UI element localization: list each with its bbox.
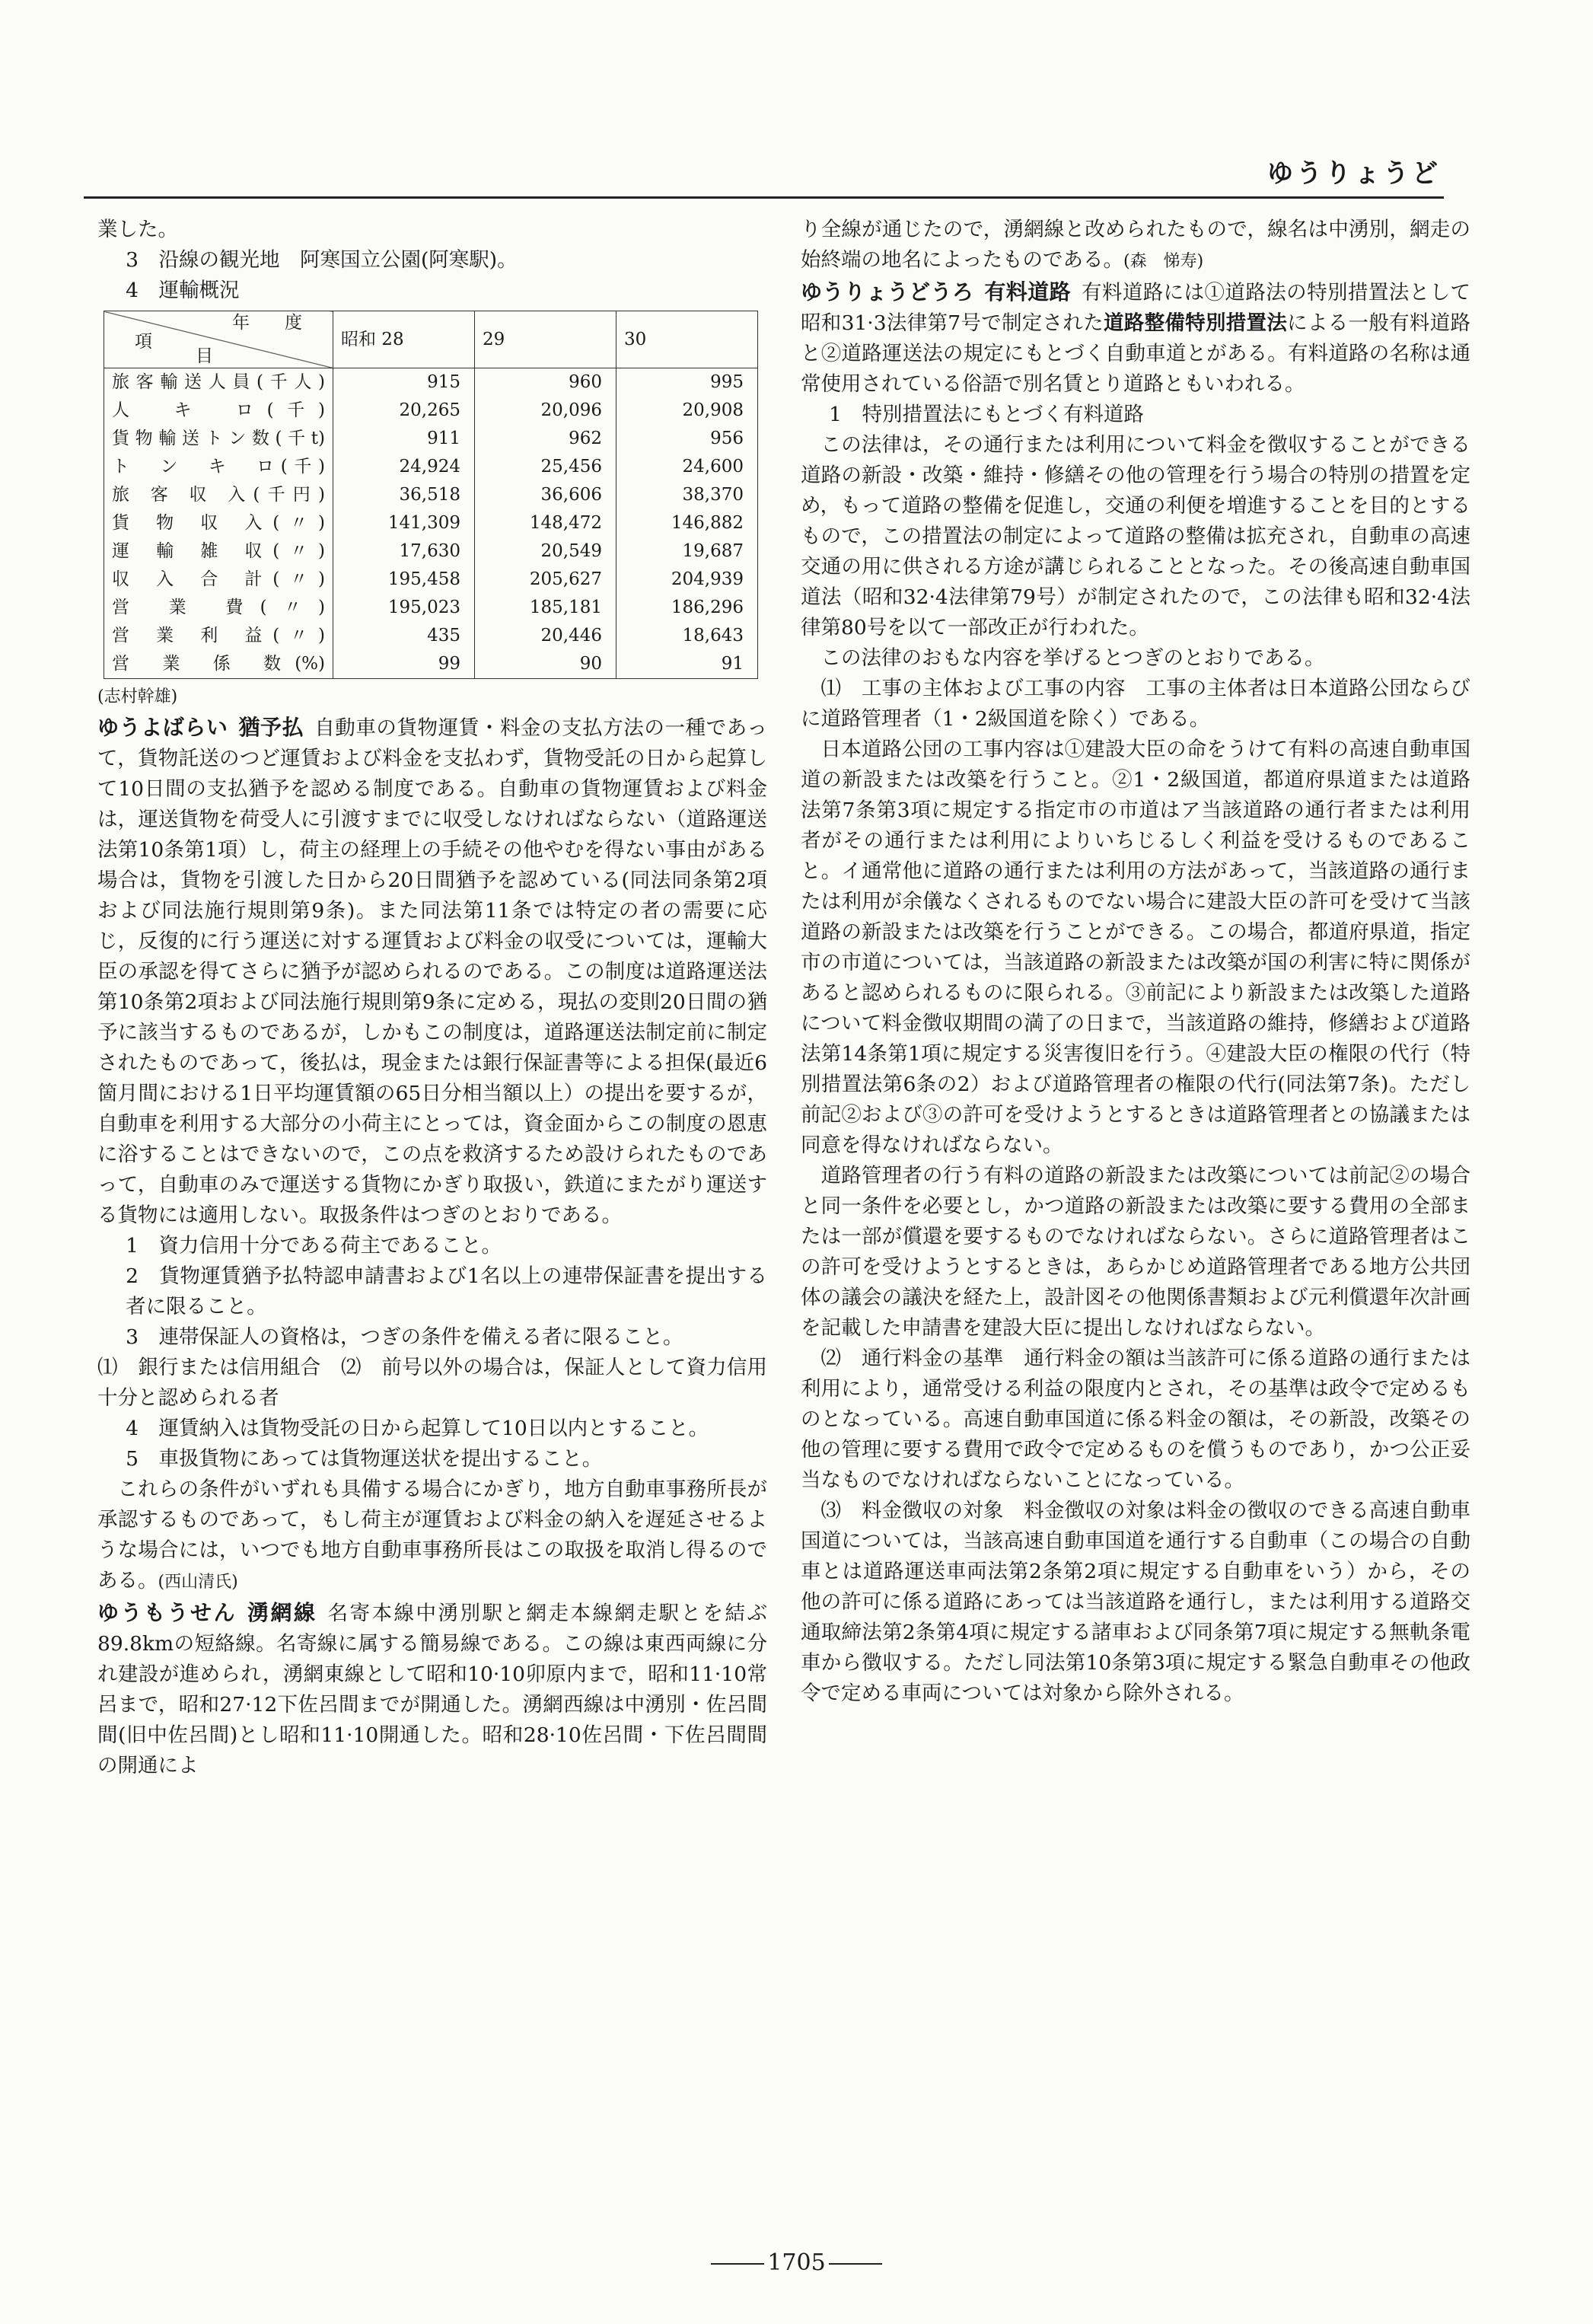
year-header: 昭和 28 — [333, 311, 475, 368]
continued-text: 業した。 — [97, 218, 178, 241]
row-label: 人 キ ロ(千) — [104, 397, 333, 425]
table-cell: 36,606 — [475, 481, 616, 509]
paragraph: ⑴ 工事の主体および工事の内容 工事の主体者は日本道路公団ならびに道路管理者（1・2級国道を除く）である。 — [801, 677, 1470, 731]
entry-kanji: 有料道路 — [984, 279, 1071, 304]
paragraph: 道路管理者の行う有料の道路の新設または改築については前記②の場合と同一条件を必要とし，かつ道路の新設または改築に要する費用の全部または一部が償還を要するものでなければならない。さらに道路管理者はこの許可を受けようとするときは，あらかじめ道路管理者である地方公共団体の議会の議決を経た上，設計図その他関係書類および元利償還年次計画を記載した申請書を建設大臣に提出しなければならない。 — [801, 1164, 1470, 1340]
table-cell: 962 — [475, 425, 616, 453]
author-credit: (西山清氏) — [158, 1573, 238, 1592]
table-row — [104, 368, 758, 397]
table-row — [104, 397, 758, 425]
list-item: 4 運賃納入は貨物受託の日から起算して10日以内とすること。 — [126, 1417, 709, 1440]
table-header-row — [104, 311, 758, 368]
table-cell: 24,600 — [616, 453, 758, 481]
paragraph: この法律のおもな内容を挙げるとつぎのとおりである。 — [820, 646, 1325, 670]
table-cell: 91 — [616, 650, 758, 679]
row-label: 貨 物 収 入(〃) — [104, 509, 333, 537]
table-cell: 18,643 — [616, 622, 758, 650]
row-label: 営 業 利 益(〃) — [104, 622, 333, 650]
table-cell: 141,309 — [333, 509, 475, 537]
year-header: 29 — [475, 311, 616, 368]
row-label: 営 業 係 数(%) — [104, 650, 333, 679]
left-column — [97, 215, 767, 1781]
table-cell: 20,265 — [333, 397, 475, 425]
table-cell: 90 — [475, 650, 616, 679]
author-credit: (志村幹雄) — [97, 687, 178, 706]
table-row — [104, 537, 758, 566]
table-cell: 20,549 — [475, 537, 616, 566]
paragraph: ⑵ 通行料金の基準 通行料金の額は当該許可に係る道路の通行または利用により，通常受ける利益の限度内とされ，その基準は政令で定めるものとなっている。高速自動車国道に係る料金の額は，その新設，改築その他の管理に要する費用で政令で定めるものを償うものであり，かつ公正妥当なものでなければならないことになっている。 — [801, 1347, 1470, 1492]
row-label: ト ン キ ロ(千) — [104, 453, 333, 481]
row-label: 運 輸 雑 収(〃) — [104, 537, 333, 566]
list-item: 3 沿線の観光地 阿寒国立公園(阿寒駅)。 — [126, 248, 518, 272]
table-cell: 956 — [616, 425, 758, 453]
table-row — [104, 453, 758, 481]
table-cell: 148,472 — [475, 509, 616, 537]
row-label: 営 業 費(〃) — [104, 594, 333, 622]
table-row — [104, 594, 758, 622]
table-cell: 186,296 — [616, 594, 758, 622]
table-cell: 195,458 — [333, 566, 475, 594]
running-head: ゆうりょうど — [1267, 158, 1441, 189]
table-cell: 204,939 — [616, 566, 758, 594]
paragraph: この法律は，その通行または利用について料金を徴収することができる道路の新設・改築・維持・修繕その他の管理を行う場合の特別の措置を定め，もって道路の整備を促進し，交通の利便を増進することを目的とするもので，この措置法の制定によって道路の整備は拡充され，自動車の高速交通の用に供される方途が講じられることとなった。その後高速自動車国道法（昭和32·4法律第79号）が制定されたので，この法律も昭和32·4法律第80号を以て一部改正が行われた。 — [801, 433, 1470, 639]
table-cell: 915 — [333, 368, 475, 397]
row-label: 旅 客 収 入(千円) — [104, 481, 333, 509]
table-row — [104, 650, 758, 679]
row-label: 貨物輸送トン数(千t) — [104, 425, 333, 453]
table-cell: 995 — [616, 368, 758, 397]
table-cell: 17,630 — [333, 537, 475, 566]
table-cell: 25,456 — [475, 453, 616, 481]
table-row — [104, 481, 758, 509]
list-item: 3 連帯保証人の資格は，つぎの条件を備える者に限ること。 — [126, 1325, 683, 1349]
entry-kanji: 猶予払 — [238, 715, 304, 740]
header-nen: 年 — [232, 313, 250, 333]
table-cell: 20,096 — [475, 397, 616, 425]
paragraph: これらの条件がいずれも具備する場合にかぎり，地方自動車事務所長が承認するものであって，もし荷主が運賃および料金の納入を遅延させるような場合には，いつでも地方自動車事務所長はこの取扱を取消し得るのである。(西山清氏) — [97, 1478, 767, 1592]
table-cell: 911 — [333, 425, 475, 453]
author-credit: (森 悌寿) — [1123, 252, 1204, 271]
entry-yuuyobarai — [97, 713, 767, 1231]
entry-body: 自動車の貨物運賃・料金の支払方法の一種であって，貨物託送のつど運賃および料金を支払わず，貨物受託の日から起算して10日間の支払猶予を認める制度である。自動車の貨物運賃および料金は，運送貨物を荷受人に引渡すまでに収受しなければならない（道路運送法第10条第1項）し，荷主の経理上の手続その他やむを得ない事由がある場合は，貨物を引渡した日から20日間猶予を認めている(同法同条第2項および同法施行規則第9条)。また同法第11条では特定の者の需要に応じ，反復的に行う運送に対する運賃および料金の収受については，運輸大臣の承認を得てさらに猶予が認められるのである。この制度は道路運送法第10条第2項および同法施行規則第9条に定める，現払の変則20日間の猶予に該当するものであるが，しかもこの制度は，道路運送法制定前に制定されたものであって，後払は，現金または銀行保証書等による担保(最近6箇月間における1日平均運賃額の65日分相当額以上）の提出を要するが，自動車を利用する大部分の小荷主にとっては，資金面からこの制度の恩恵に浴することはできないので，この点を救済するため設けられたものであって，自動車のみで運送する貨物にかぎり取扱い，鉄道にまたがり運送する貨物には適用しない。取扱条件はつぎのとおりである。 — [97, 716, 767, 1227]
continued-text: り全線が通じたので，湧網線と改められたもので，線名は中湧別，網走の始終端の地名によったものである。(森 悌寿) — [801, 218, 1470, 272]
table-cell: 24,924 — [333, 453, 475, 481]
table-cell: 19,687 — [616, 537, 758, 566]
header-kou: 項 — [135, 332, 152, 352]
table-corner-cell — [104, 311, 333, 368]
entry-kanji: 湧網線 — [247, 1600, 317, 1625]
list-item: 5 車扱貨物にあっては貨物運送状を提出すること。 — [126, 1447, 603, 1471]
entry-term: ゆうりょうどうろ — [801, 279, 974, 304]
paragraph: 日本道路公団の工事内容は①建設大臣の命をうけて有料の高速自動車国道の新設または改築を行うこと。②1・2級国道，都道府県道または道路法第7条第3項に規定する指定市の市道はア当該道路の通行者または利用者がその通行または利用によりいちじるしく利益を受けるものであること。イ通常他に道路の通行または利用の方法があって，当該道路の通行または利用が余儀なくされるものでない場合に建設大臣の許可を受けて当該道路の新設または改築を行うことができる。この場合，都道府県道，指定市の市道については，当該道路の新設または改築が国の利害に特に関係があると認められるものに限られる。③前記により新設または改築した道路について料金徴収期間の満了の日まで，当該道路の維持，修繕および道路法第14条第1項に規定する災害復旧を行う。④建設大臣の権限の代行（特別措置法第6条の2）および道路管理者の権限の代行(同法第7条)。ただし前記②および③の許可を受けようとするときは道路管理者との協議または同意を得なければならない。 — [801, 738, 1470, 1157]
section-heading: 1 特別措置法にもとづく有料道路 — [829, 403, 1144, 426]
law-name: 道路整備特別措置法 — [1104, 311, 1288, 335]
entry-body: 名寄本線中湧別駅と網走本線網走駅とを結ぶ89.8kmの短絡線。名寄線に属する簡易線である。この線は東西両線に分れ建設が進められ，湧網東線として昭和10·10卯原内まで，昭和11·10常呂まで，昭和27·12下佐呂間までが開通した。湧網西線は中湧別・佐呂間間(旧中佐呂間)とし昭和11·10開通した。昭和28·10佐呂間・下佐呂間間の開通によ — [97, 1602, 767, 1777]
table-cell: 99 — [333, 650, 475, 679]
page-number: 1705 — [767, 2249, 826, 2276]
table-cell: 195,023 — [333, 594, 475, 622]
table-cell: 20,446 — [475, 622, 616, 650]
table-cell: 185,181 — [475, 594, 616, 622]
header-rule — [84, 196, 1444, 199]
list-item: 2 貨物運賃猶予払特認申請書および1名以上の連帯保証書を提出する者に限ること。 — [126, 1264, 767, 1318]
transport-stats-table — [104, 311, 758, 679]
table-cell: 36,518 — [333, 481, 475, 509]
right-column — [801, 215, 1470, 1709]
header-do: 度 — [285, 313, 302, 333]
table-row — [104, 425, 758, 453]
table-row — [104, 566, 758, 594]
table-cell: 435 — [333, 622, 475, 650]
table-cell: 146,882 — [616, 509, 758, 537]
paragraph: ⑶ 料金徴収の対象 料金徴収の対象は料金の徴収のできる高速自動車国道については，当該高速自動車国道を通行する自動車（この場合の自動車とは道路運送車両法第2条第2項に規定する自動車をいう）から，その他の許可に係る道路にあっては当該道路を通行し，または利用する道路交通取締法第2条第4項に規定する諸車および同条第7項に規定する無軌条電車から徴収する。ただし同法第10条第3項に規定する緊急自動車その他政令で定める車両については対象から除外される。 — [801, 1499, 1470, 1705]
row-label: 旅客輸送人員(千人) — [104, 368, 333, 397]
sub-list-item: ⑴ 銀行または信用組合 ⑵ 前号以外の場合は，保証人として資力信用十分と認められる者 — [97, 1356, 767, 1410]
list-item: 4 運輸概況 — [126, 279, 240, 302]
table-cell: 960 — [475, 368, 616, 397]
table-cell: 205,627 — [475, 566, 616, 594]
entry-term: ゆうもうせん — [97, 1600, 237, 1625]
table-row — [104, 622, 758, 650]
entry-yuumousen — [97, 1598, 767, 1781]
header-moku: 目 — [196, 346, 213, 366]
table-cell: 20,908 — [616, 397, 758, 425]
entry-yuuryoudouro: ゆうりょうどうろ 有料道路 有料道路には①道路法の特別措置法として昭和31·3法律第7号で制定された道路整備特別措置法による一般有料道路と②道路運送法の規定にもとづく自動車道とがある。有料道路の名称は通常使用されている俗語で別名賃とり道路ともいわれる。 — [801, 279, 1471, 396]
entry-term: ゆうよばらい — [97, 715, 228, 740]
list-item: 1 資力信用十分である荷主であること。 — [126, 1234, 502, 1258]
table-cell: 38,370 — [616, 481, 758, 509]
year-header: 30 — [616, 311, 758, 368]
page-footer — [0, 2249, 1593, 2276]
table-row — [104, 509, 758, 537]
row-label: 収 入 合 計(〃) — [104, 566, 333, 594]
